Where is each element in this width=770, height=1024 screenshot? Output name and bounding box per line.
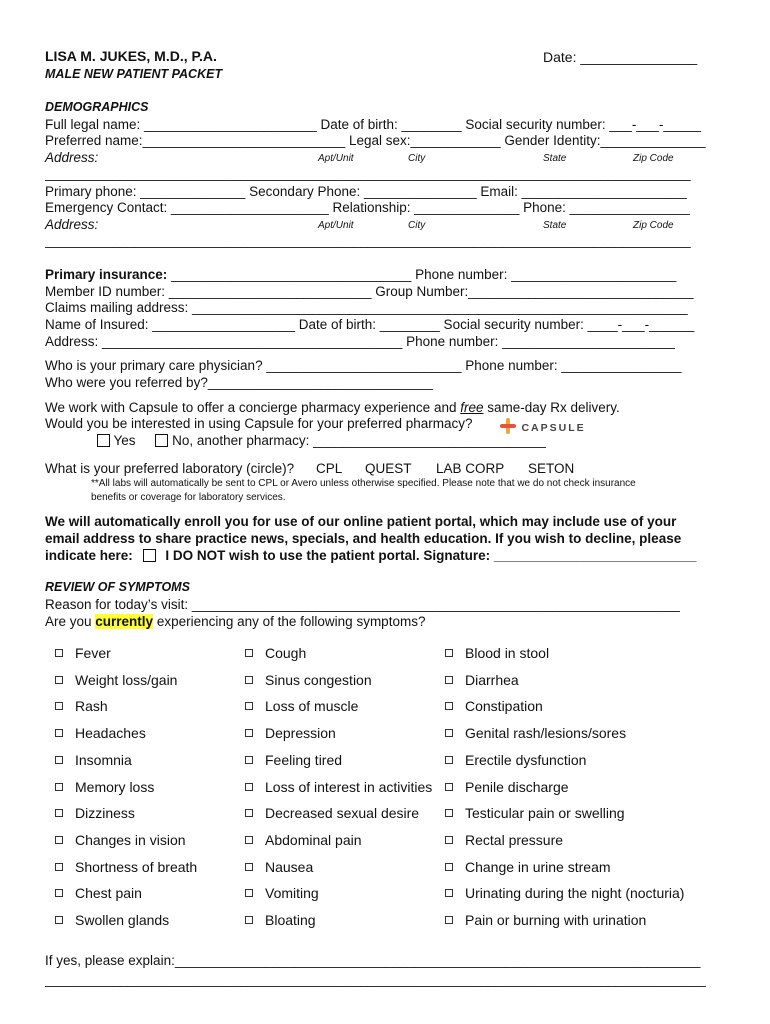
symptom-item[interactable] bbox=[55, 805, 135, 821]
symptom-checkbox[interactable] bbox=[245, 889, 253, 897]
symptom-item[interactable] bbox=[445, 672, 519, 688]
symptom-label: Abdominal pain bbox=[265, 831, 362, 848]
symptom-label: Weight loss/gain bbox=[75, 671, 178, 688]
lab-note-1: **All labs will automatically be sent to CPL or Avero unless otherwise specified. Please note that we do not check insurance bbox=[91, 478, 636, 489]
other-pharmacy-checkbox[interactable] bbox=[155, 434, 168, 447]
ros-heading: REVIEW OF SYMPTOMS bbox=[45, 580, 190, 594]
insured-address-line[interactable]: Address: ________________________________________ Phone number: _______________________ bbox=[45, 334, 675, 349]
symptom-item[interactable] bbox=[245, 859, 313, 875]
preferred-name-line[interactable]: Preferred name:___________________________ Legal sex:____________ Gender Identity:______________ bbox=[45, 133, 706, 148]
currently-a: Are you bbox=[45, 614, 96, 629]
symptom-checkbox[interactable] bbox=[445, 729, 453, 737]
portal-line-2: email address to share practice news, specials, and health education. If you wish to decline, please bbox=[45, 531, 682, 546]
primary-insurance-label: Primary insurance: bbox=[45, 267, 168, 282]
reason-for-visit-line[interactable]: Reason for today’s visit: _________________________________________________________________ bbox=[45, 597, 680, 612]
portal-line-1: We will automatically enroll you for use of our online patient portal, which may include use of your bbox=[45, 514, 677, 529]
symptom-label: Changes in vision bbox=[75, 831, 186, 848]
apt-unit-label: Apt/Unit bbox=[318, 153, 354, 164]
symptom-item[interactable] bbox=[55, 752, 132, 768]
symptom-item[interactable] bbox=[445, 859, 611, 875]
symptom-item[interactable] bbox=[445, 698, 543, 714]
symptom-label: Genital rash/lesions/sores bbox=[465, 725, 627, 742]
symptom-label: Loss of muscle bbox=[265, 698, 359, 715]
symptom-item[interactable] bbox=[55, 832, 186, 848]
address-line[interactable]: ______________________________________________________________________________________ bbox=[45, 166, 691, 181]
zip-label: Zip Code bbox=[633, 220, 674, 231]
primary-insurance-rest: ________________________________ Phone number: ______________________ bbox=[167, 267, 677, 282]
symptom-item[interactable] bbox=[55, 885, 142, 901]
lab-option-seton[interactable]: SETON bbox=[528, 461, 575, 476]
packet-title: MALE NEW PATIENT PACKET bbox=[45, 67, 223, 81]
currently-b: experiencing any of the following symptoms? bbox=[153, 614, 426, 629]
symptom-item[interactable] bbox=[445, 805, 625, 821]
symptom-label: Sinus congestion bbox=[265, 671, 372, 688]
other-pharmacy-label[interactable]: No, another pharmacy: _______________________________ bbox=[172, 433, 546, 448]
symptom-label: Bloating bbox=[265, 912, 316, 928]
symptom-checkbox[interactable] bbox=[245, 676, 253, 684]
symptom-item[interactable] bbox=[55, 912, 169, 928]
symptom-checkbox[interactable] bbox=[245, 916, 253, 924]
symptom-item[interactable] bbox=[245, 805, 419, 821]
symptom-checkbox[interactable] bbox=[55, 783, 63, 791]
date-field[interactable]: Date: _______________ bbox=[543, 49, 698, 65]
symptom-item[interactable] bbox=[55, 672, 177, 688]
symptom-label: Pain or burning with urination bbox=[465, 912, 647, 928]
symptom-checkbox[interactable] bbox=[245, 729, 253, 737]
symptom-item[interactable] bbox=[245, 885, 319, 901]
symptom-item[interactable] bbox=[55, 725, 146, 741]
symptom-label: Headaches bbox=[75, 725, 146, 742]
symptom-checkbox[interactable] bbox=[245, 756, 253, 764]
symptom-checkbox[interactable] bbox=[445, 649, 453, 657]
symptom-checkbox[interactable] bbox=[445, 756, 453, 764]
symptom-item[interactable] bbox=[245, 832, 362, 848]
explain-line[interactable]: If yes, please explain:______________________________________________________________________ bbox=[45, 953, 701, 968]
member-id-line[interactable]: Member ID number: ___________________________ Group Number:______________________________ bbox=[45, 284, 694, 299]
symptom-item[interactable] bbox=[445, 645, 549, 661]
symptom-checkbox[interactable] bbox=[245, 649, 253, 657]
symptom-label: Loss of interest in activities bbox=[265, 778, 433, 795]
lab-note-2: benefits or coverage for laboratory services. bbox=[91, 492, 286, 503]
symptom-item[interactable] bbox=[245, 912, 316, 928]
pcp-line[interactable]: Who is your primary care physician? __________________________ Phone number: ________________ bbox=[45, 358, 682, 373]
free-word: free bbox=[460, 400, 484, 415]
symptom-label: Memory loss bbox=[75, 778, 155, 795]
symptom-checkbox[interactable] bbox=[445, 836, 453, 844]
symptom-checkbox[interactable] bbox=[55, 863, 63, 871]
emergency-address-line[interactable]: ______________________________________________________________________________________ bbox=[45, 233, 691, 248]
symptom-label: Urinating during the night (nocturia) bbox=[465, 885, 685, 902]
portal-decline-text[interactable]: I DO NOT wish to use the patient portal. Signature: ___________________________ bbox=[165, 548, 697, 563]
claims-address-line[interactable]: Claims mailing address: __________________________________________________________________ bbox=[45, 300, 688, 315]
symptom-checkbox[interactable] bbox=[245, 863, 253, 871]
symptom-item[interactable] bbox=[445, 885, 684, 901]
symptom-item[interactable] bbox=[55, 859, 197, 875]
symptom-item[interactable] bbox=[55, 779, 154, 795]
pharmacy-options bbox=[97, 433, 546, 448]
symptom-item[interactable] bbox=[245, 779, 432, 795]
yes-label: Yes bbox=[113, 433, 136, 448]
symptom-label: Depression bbox=[265, 725, 336, 742]
symptom-checkbox[interactable] bbox=[55, 809, 63, 817]
symptom-item[interactable] bbox=[245, 698, 358, 714]
primary-insurance-line[interactable] bbox=[45, 267, 676, 282]
lab-option-labcorp[interactable]: LAB CORP bbox=[436, 461, 505, 476]
symptom-label: Fever bbox=[75, 645, 111, 661]
symptom-checkbox[interactable] bbox=[245, 809, 253, 817]
phones-line[interactable]: Primary phone: ______________ Secondary Phone: _______________ Email: ______________________ bbox=[45, 184, 687, 199]
symptom-checkbox[interactable] bbox=[245, 836, 253, 844]
symptom-checkbox[interactable] bbox=[445, 676, 453, 684]
symptom-checkbox[interactable] bbox=[55, 702, 63, 710]
symptom-item[interactable] bbox=[245, 645, 306, 661]
symptom-label: Testicular pain or swelling bbox=[465, 805, 625, 822]
symptom-checkbox[interactable] bbox=[55, 756, 63, 764]
address-label: Address: bbox=[45, 150, 99, 165]
symptom-item[interactable] bbox=[245, 752, 342, 768]
capsule-question: Would you be interested in using Capsule for your preferred pharmacy? bbox=[45, 416, 473, 431]
apt-unit-label: Apt/Unit bbox=[318, 220, 354, 231]
capsule-intro bbox=[45, 400, 620, 415]
symptom-checkbox[interactable] bbox=[445, 916, 453, 924]
lab-option-cpl[interactable]: CPL bbox=[316, 461, 343, 476]
symptom-label: Diarrhea bbox=[465, 671, 519, 688]
symptom-checkbox[interactable] bbox=[445, 702, 453, 710]
city-label: City bbox=[408, 220, 426, 231]
symptom-checkbox[interactable] bbox=[445, 809, 453, 817]
symptom-label: Shortness of breath bbox=[75, 858, 198, 875]
symptom-label: Cough bbox=[265, 645, 307, 661]
city-label: City bbox=[408, 153, 426, 164]
symptom-checkbox[interactable] bbox=[55, 836, 63, 844]
symptom-checkbox[interactable] bbox=[245, 702, 253, 710]
symptom-checkbox[interactable] bbox=[55, 916, 63, 924]
symptom-label: Blood in stool bbox=[465, 645, 550, 661]
symptom-item[interactable] bbox=[445, 752, 586, 768]
symptom-item[interactable] bbox=[445, 912, 646, 928]
symptom-checkbox[interactable] bbox=[445, 783, 453, 791]
symptom-checkbox[interactable] bbox=[245, 783, 253, 791]
symptom-checkbox[interactable] bbox=[55, 889, 63, 897]
insured-name-line[interactable]: Name of Insured: ___________________ Date of birth: ________ Social security number: ____-___-______ bbox=[45, 317, 695, 332]
symptom-checkbox[interactable] bbox=[445, 889, 453, 897]
symptom-item[interactable] bbox=[445, 725, 626, 741]
symptom-label: Feeling tired bbox=[265, 751, 343, 768]
symptom-label: Vomiting bbox=[265, 885, 319, 902]
yes-checkbox[interactable] bbox=[97, 434, 110, 447]
symptom-label: Dizziness bbox=[75, 805, 135, 822]
portal-indicate-label: indicate here: bbox=[45, 548, 133, 563]
symptom-label: Nausea bbox=[265, 858, 314, 875]
lab-option-quest[interactable]: QUEST bbox=[365, 461, 412, 476]
explain-line-2[interactable]: ________________________________________________________________________________________ bbox=[45, 972, 706, 987]
symptom-label: Erectile dysfunction bbox=[465, 751, 587, 768]
symptom-label: Swollen glands bbox=[75, 912, 170, 928]
symptom-checkbox[interactable] bbox=[55, 649, 63, 657]
symptom-item[interactable] bbox=[445, 779, 569, 795]
portal-decline-checkbox[interactable] bbox=[143, 549, 156, 562]
symptom-item[interactable] bbox=[445, 832, 563, 848]
currently-highlight: currently bbox=[95, 614, 154, 629]
currently-question bbox=[45, 614, 425, 629]
state-label: State bbox=[543, 153, 567, 164]
symptom-label: Rash bbox=[75, 698, 108, 715]
symptom-item[interactable] bbox=[55, 645, 111, 661]
symptom-label: Change in urine stream bbox=[465, 858, 611, 875]
capsule-logo-text: CAPSULE bbox=[521, 422, 586, 434]
symptom-label: Chest pain bbox=[75, 885, 142, 902]
symptom-checkbox[interactable] bbox=[445, 863, 453, 871]
capsule-intro-a: We work with Capsule to offer a concierge pharmacy experience and bbox=[45, 400, 461, 415]
zip-label: Zip Code bbox=[633, 153, 674, 164]
symptom-label: Decreased sexual desire bbox=[265, 805, 420, 822]
symptom-label: Penile discharge bbox=[465, 778, 569, 795]
symptom-item[interactable] bbox=[55, 698, 108, 714]
emergency-address-label: Address: bbox=[45, 217, 99, 232]
symptom-label: Rectal pressure bbox=[465, 831, 564, 848]
referred-by-line[interactable]: Who were you referred by?______________________________ bbox=[45, 375, 434, 390]
emergency-contact-line[interactable]: Emergency Contact: _____________________ Relationship: ______________ Phone: ________________ bbox=[45, 200, 690, 215]
capsule-intro-b: same-day Rx delivery. bbox=[483, 400, 620, 415]
demographics-heading: DEMOGRAPHICS bbox=[45, 100, 149, 114]
symptom-label: Constipation bbox=[465, 698, 543, 715]
symptom-item[interactable] bbox=[245, 672, 372, 688]
portal-line-3 bbox=[45, 548, 697, 563]
full-name-line[interactable]: Full legal name: _______________________ Date of birth: ________ Social security number: ___-___-_____ bbox=[45, 117, 701, 132]
symptom-label: Insomnia bbox=[75, 751, 132, 768]
state-label: State bbox=[543, 220, 567, 231]
practice-name: LISA M. JUKES, M.D., P.A. bbox=[45, 48, 217, 64]
lab-question: What is your preferred laboratory (circle)? bbox=[45, 461, 295, 476]
symptom-checkbox[interactable] bbox=[55, 729, 63, 737]
symptom-item[interactable] bbox=[245, 725, 336, 741]
symptom-checkbox[interactable] bbox=[55, 676, 63, 684]
